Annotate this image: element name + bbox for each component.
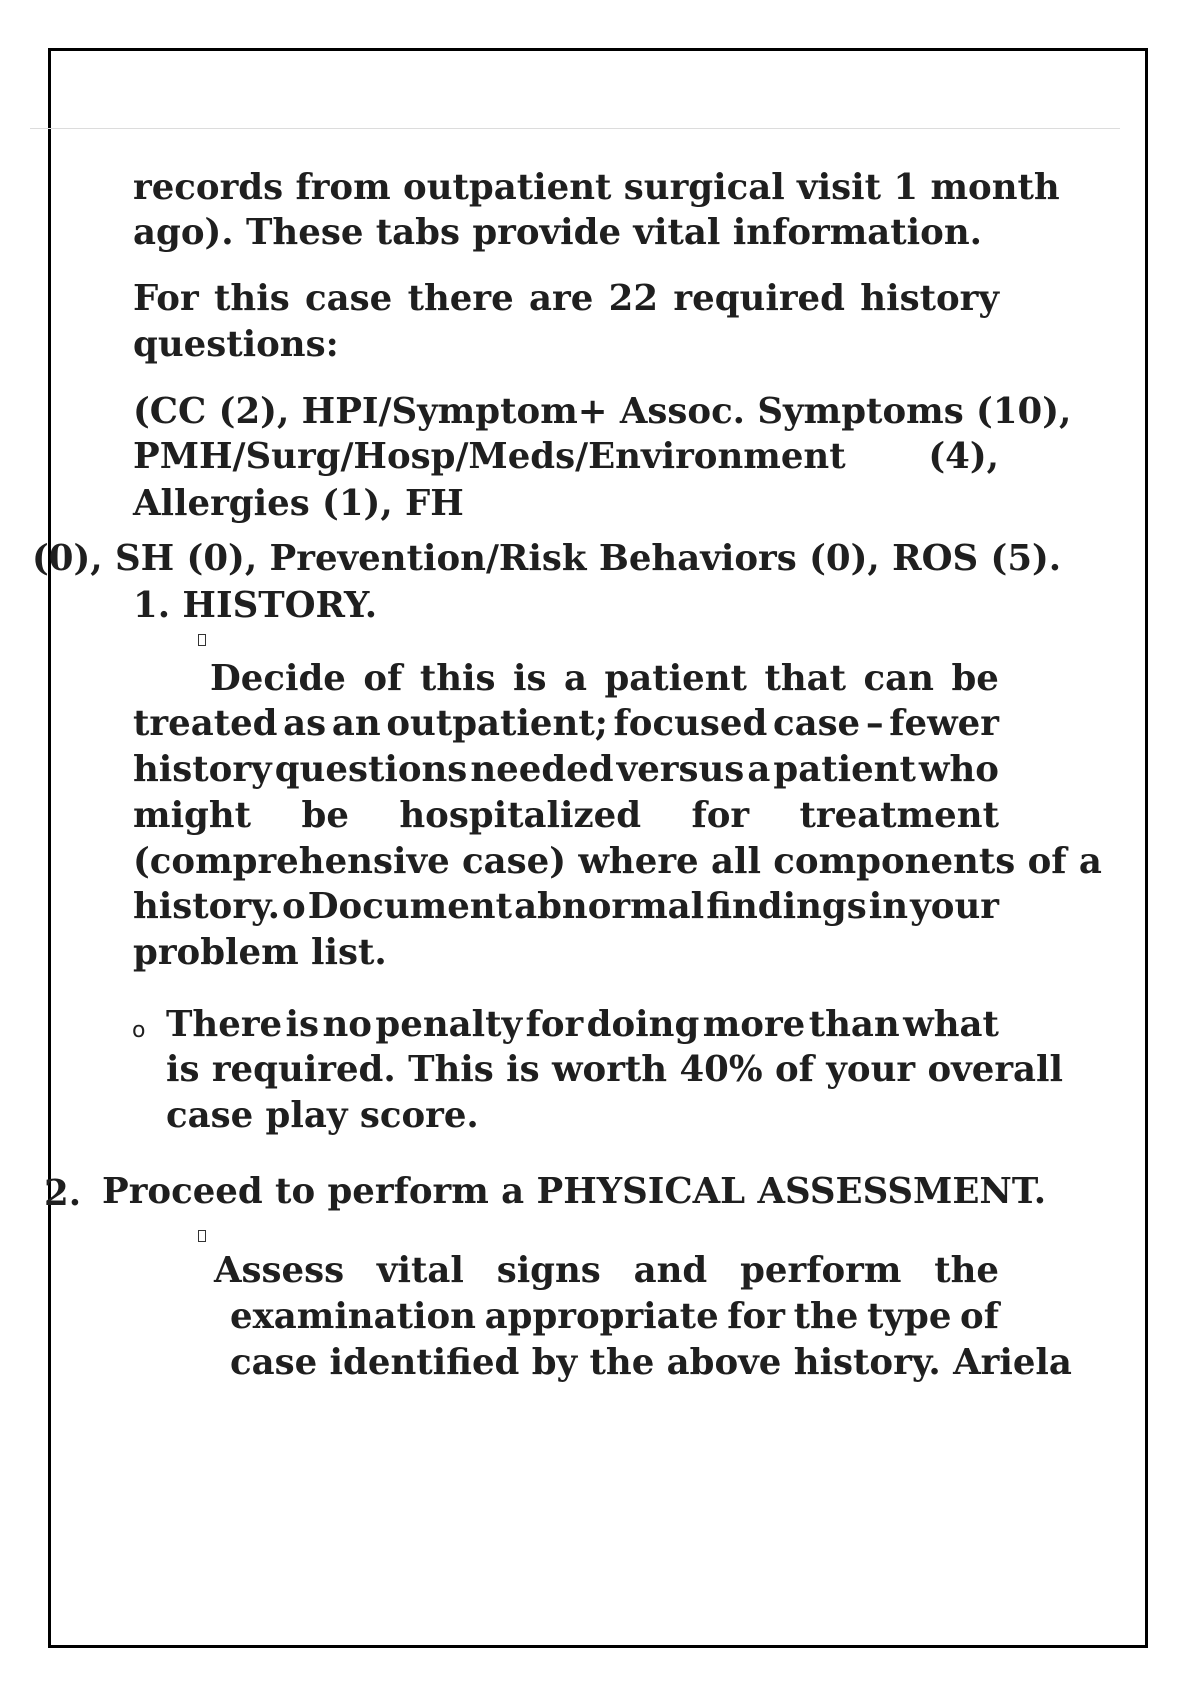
header-rule [30, 128, 1120, 129]
sub-bullet-marker: o [132, 1018, 146, 1043]
paragraph-3-line-4: (0), SH (0), Prevention/Risk Behaviors (0), ROS (5). [32, 538, 1062, 579]
word: that [764, 658, 847, 699]
word: might [133, 795, 252, 836]
paragraph-2-line-2: questions: [133, 324, 339, 365]
word: is [285, 1004, 320, 1045]
word: needed [470, 749, 614, 790]
word: case [772, 703, 861, 744]
paragraph-3-line-3: Allergies (1), FH [133, 483, 464, 524]
word: patient [773, 749, 916, 790]
word: versus [616, 749, 745, 790]
word: this [419, 658, 496, 699]
section-1-line-3 [133, 749, 999, 790]
word: who [918, 749, 999, 790]
bullet-box-icon [198, 634, 206, 646]
word: Assess [214, 1250, 345, 1291]
word: abnormal [514, 886, 705, 927]
section-2-line-1 [214, 1250, 999, 1291]
word: for [727, 1296, 785, 1337]
word: treated [133, 703, 278, 744]
word: be [951, 658, 999, 699]
word: your [910, 886, 999, 927]
word: perform [740, 1250, 902, 1291]
word: of [363, 658, 403, 699]
word: required [673, 278, 845, 319]
word: more [702, 1004, 806, 1045]
word: hospitalized [399, 795, 642, 836]
section-1-heading: 1. HISTORY. [133, 585, 378, 626]
word: penalty [375, 1004, 523, 1045]
section-1-line-4 [133, 795, 999, 836]
word: this [214, 278, 290, 319]
word: Decide [210, 658, 346, 699]
paragraph-1-line-2: ago). These tabs provide vital information. [133, 212, 983, 253]
word: There [166, 1004, 283, 1045]
word: focused [613, 703, 768, 744]
sub-bullet-line-3: case play score. [166, 1095, 479, 1136]
section-2-line-3: case identified by the above history. Ariela [230, 1342, 1072, 1383]
word: for [525, 1004, 584, 1045]
word: a [563, 658, 587, 699]
word: 22 [608, 278, 659, 319]
word: type [866, 1296, 952, 1337]
section-1-line-2 [133, 703, 999, 744]
paragraph-3-line-1: (CC (2), HPI/Symptom+ Assoc. Symptoms (10), [133, 391, 1072, 432]
section-2-heading: Proceed to perform a PHYSICAL ASSESSMENT. [102, 1171, 1047, 1212]
word: are [529, 278, 594, 319]
word: the [934, 1250, 999, 1291]
word: can [863, 658, 934, 699]
bullet-box-icon [198, 1230, 206, 1242]
word: the [793, 1296, 859, 1337]
word: examination [230, 1296, 476, 1337]
sub-bullet-line-1 [166, 1004, 999, 1045]
word: as [283, 703, 327, 744]
word: case [305, 278, 393, 319]
word: an [331, 703, 381, 744]
word: is [512, 658, 547, 699]
section-1-line-7: problem list. [133, 932, 387, 973]
word: what [903, 1004, 999, 1045]
word: of [960, 1296, 999, 1337]
word: for [691, 795, 750, 836]
word: fewer [889, 703, 999, 744]
word: treatment [799, 795, 999, 836]
word: vital [376, 1250, 464, 1291]
word: there [407, 278, 514, 319]
word: be [301, 795, 349, 836]
word: no [322, 1004, 372, 1045]
section-1-line-1 [210, 658, 999, 699]
paragraph-2-line-1 [133, 278, 999, 319]
paragraph-1-line-1: records from outpatient surgical visit 1 month [133, 167, 1060, 208]
paragraph-3-line-2 [133, 436, 999, 477]
section-1-line-5: (comprehensive case) where all components of a [133, 841, 1102, 882]
word: history [133, 749, 272, 790]
paragraph-3-line-2-left: PMH/Surg/Hosp/Meds/Environment [133, 436, 846, 477]
word: Document [307, 886, 513, 927]
word: and [633, 1250, 708, 1291]
word: in [868, 886, 909, 927]
word: doing [586, 1004, 700, 1045]
word: history [860, 278, 999, 319]
word: – [865, 703, 884, 744]
word: patient [604, 658, 747, 699]
word: outpatient; [386, 703, 608, 744]
paragraph-3-line-2-right: (4), [928, 436, 999, 477]
sub-bullet-line-2: is required. This is worth 40% of your overall [166, 1049, 1064, 1090]
section-2-number: 2. [44, 1173, 82, 1214]
word: For [133, 278, 199, 319]
word: findings [706, 886, 867, 927]
word: history. [133, 886, 280, 927]
section-2-line-2 [230, 1296, 999, 1337]
word: signs [496, 1250, 601, 1291]
word: than [808, 1004, 900, 1045]
word: a [747, 749, 771, 790]
section-1-line-6 [133, 886, 999, 927]
word: o [282, 886, 306, 927]
word: appropriate [484, 1296, 719, 1337]
word: questions [274, 749, 468, 790]
